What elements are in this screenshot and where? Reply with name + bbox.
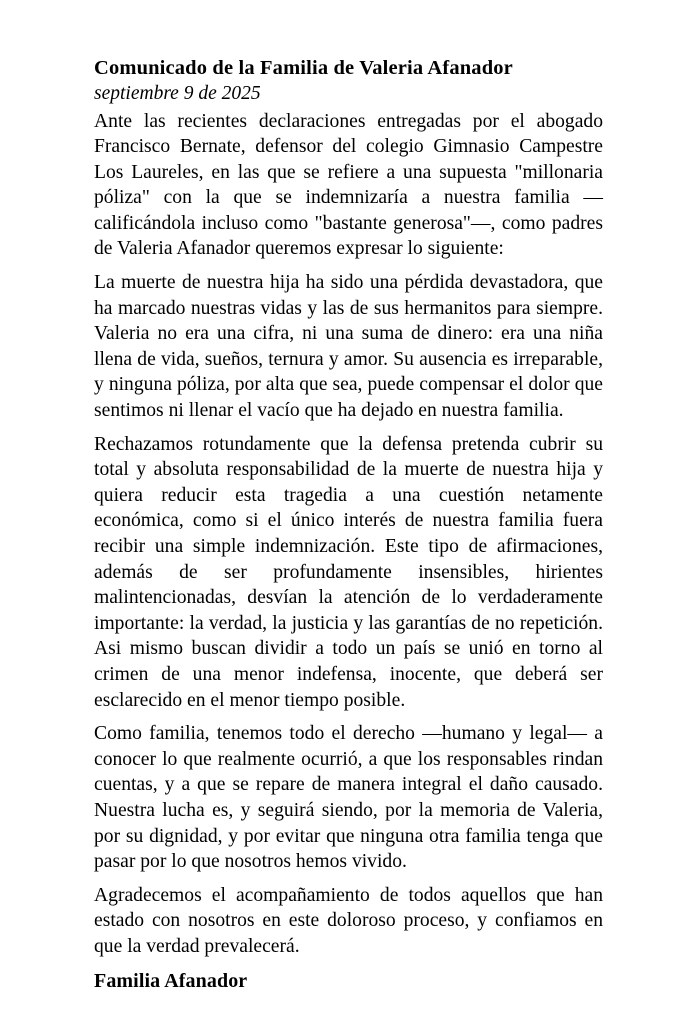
paragraph-5: Agradecemos el acompañamiento de todos aquellos que han estado con nosotros en este doloroso proceso, y confiamos en que la verdad prevalecerá.	[94, 884, 603, 957]
paragraph-3: Rechazamos rotundamente que la defensa pretenda cubrir su total y absoluta responsabilidad de la muerte de nuestra hija y quiera reducir esta tragedia a una cuestión netamente económica, como si el único interés de nuestra familia fuera recibir una simple indemnización. Este tipo de afirmaciones, además de ser profundamente insensibles, hirientes malintencionadas, desvían la atención de lo verdaderamente importante: la verdad, la justicia y las garantías de no repetición. Asi mismo buscan dividir a todo un país se unió en torno al crimen de una menor indefensa, inocente, que deberá ser esclarecido en el menor tiempo posible.	[94, 433, 603, 711]
document-body	[94, 56, 603, 994]
document-date: septiembre 9 de 2025	[94, 83, 261, 104]
paragraph-2: La muerte de nuestra hija ha sido una pérdida devastadora, que ha marcado nuestras vidas y las de sus hermanitos para siempre. Valeria no era una cifra, ni una suma de dinero: era una niña llena de vida, sueños, ternura y amor. Su ausencia es irreparable, y ninguna póliza, por alta que sea, puede compensar el dolor que sentimos ni llenar el vacío que ha dejado en nuestra familia.	[94, 272, 603, 422]
paragraph-1: Ante las recientes declaraciones entregadas por el abogado Francisco Bernate, defensor del colegio Gimnasio Campestre Los Laureles, en las que se refiere a una supuesta "millonaria póliza" con la que se indemnizaría a nuestra familia —calificándola incluso como "bastante generosa"—, como padres de Valeria Afanador queremos expresar lo siguiente:	[94, 110, 603, 260]
signature: Familia Afanador	[94, 969, 248, 992]
page-title: Comunicado de la Familia de Valeria Afanador	[94, 57, 513, 79]
paragraph-4: Como familia, tenemos todo el derecho —humano y legal— a conocer lo que realmente ocurrió, a que los responsables rindan cuentas, y a que se repare de manera integral el daño causado. Nuestra lucha es, y seguirá siendo, por la memoria de Valeria, por su dignidad, y por evitar que ninguna otra familia tenga que pasar por lo que nosotros hemos vivido.	[94, 723, 603, 873]
